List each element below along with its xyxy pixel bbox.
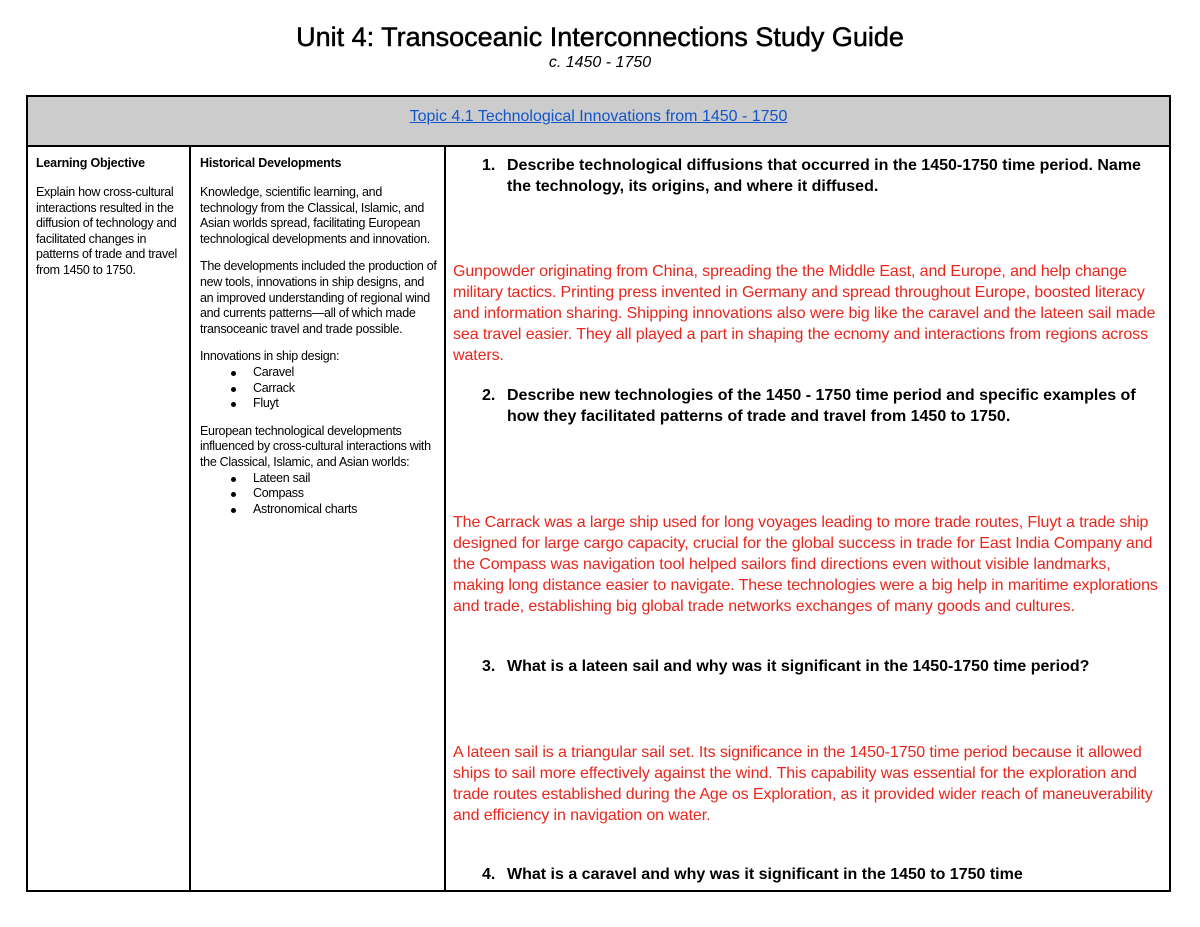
list-item: Caravel xyxy=(231,365,438,381)
list-item: Compass xyxy=(231,486,438,502)
topic-link[interactable]: Topic 4.1 Technological Innovations from 1450 - 1750 xyxy=(409,108,788,125)
answer-3[interactable]: A lateen sail is a triangular sail set. Its significance in the 1450-1750 time period because it allowed ships to sail more effectively against the wind. This capability was essential for the exploration and trade routes established during the Age os Exploration, as it provided wider reach of maneuverability and efficiency in navigation on water. xyxy=(453,744,1153,824)
ship-design-list xyxy=(200,365,438,412)
learning-objective-text: Explain how cross-cultural interactions resulted in the diffusion of technology and facilitated changes in patterns of trade and travel from 1450 to 1750. xyxy=(36,185,177,277)
list-item: Fluyt xyxy=(231,396,438,412)
answer-2[interactable]: The Carrack was a large ship used for long voyages leading to more trade routes, Fluyt a trade ship designed for large cargo capacity, crucial for the global success in trade for East India Company and the Compass was navigation tool helped sailors find directions even without visible landmarks, making long distance easier to navigate. These technologies were a big help in maritime explorations and trade, establishing big global trade networks exchanges of many goods and cultures. xyxy=(453,514,1158,615)
list-item: Carrack xyxy=(231,381,438,397)
question-text: Describe technological diffusions that occurred in the 1450-1750 time period. Name the technology, its origins, and where it diffused. xyxy=(507,157,1141,195)
page-title: Unit 4: Transoceanic Interconnections Study Guide xyxy=(296,22,904,52)
learning-objective-heading: Learning Objective xyxy=(36,156,145,170)
historical-developments-para-2: The developments included the production of new tools, innovations in ship designs, and an improved understanding of regional wind and currents patterns—all of which made transoceanic travel and trade possible. xyxy=(200,259,437,336)
question-text: Describe new technologies of the 1450 - 1750 time period and specific examples of how they facilitated patterns of trade and travel from 1450 to 1750. xyxy=(507,387,1136,425)
answer-1[interactable]: Gunpowder originating from China, spreading the the Middle East, and Europe, and help change military tactics. Printing press invented in Germany and spread throughout Europe, boosted literacy and information sharing. Shipping innovations also were big like the caravel and the lateen sail made sea travel easier. They all played a part in shaping the ecnomy and interactions from regions across waters. xyxy=(453,263,1156,364)
historical-developments-para-1: Knowledge, scientific learning, and technology from the Classical, Islamic, and Asian worlds spread, facilitating European technological developments and innovation. xyxy=(200,185,430,246)
study-guide-table xyxy=(26,95,1171,892)
list-item: Lateen sail xyxy=(231,471,438,487)
question-number: 4. xyxy=(482,866,496,883)
question-number: 2. xyxy=(482,387,496,404)
learning-objective-column xyxy=(28,147,191,890)
question-number: 3. xyxy=(482,658,496,675)
question-text: What is a caravel and why was it significant in the 1450 to 1750 time xyxy=(507,866,1023,883)
european-developments-list xyxy=(200,471,438,518)
questions-column xyxy=(446,147,1169,890)
topic-row xyxy=(28,97,1169,147)
question-3 xyxy=(482,657,1149,678)
question-2 xyxy=(482,386,1149,427)
list-item: Astronomical charts xyxy=(231,502,438,518)
question-4 xyxy=(482,865,1149,886)
question-number: 1. xyxy=(482,157,496,174)
page-subtitle: c. 1450 - 1750 xyxy=(548,54,652,71)
question-1 xyxy=(482,156,1149,197)
european-developments-intro: European technological developments influenced by cross-cultural interactions with the Classical, Islamic, and Asian worlds: xyxy=(200,423,431,469)
historical-developments-column xyxy=(191,147,446,890)
historical-developments-heading: Historical Developments xyxy=(200,156,342,170)
question-text: What is a lateen sail and why was it significant in the 1450-1750 time period? xyxy=(507,658,1090,675)
ship-design-intro: Innovations in ship design: xyxy=(200,349,340,364)
